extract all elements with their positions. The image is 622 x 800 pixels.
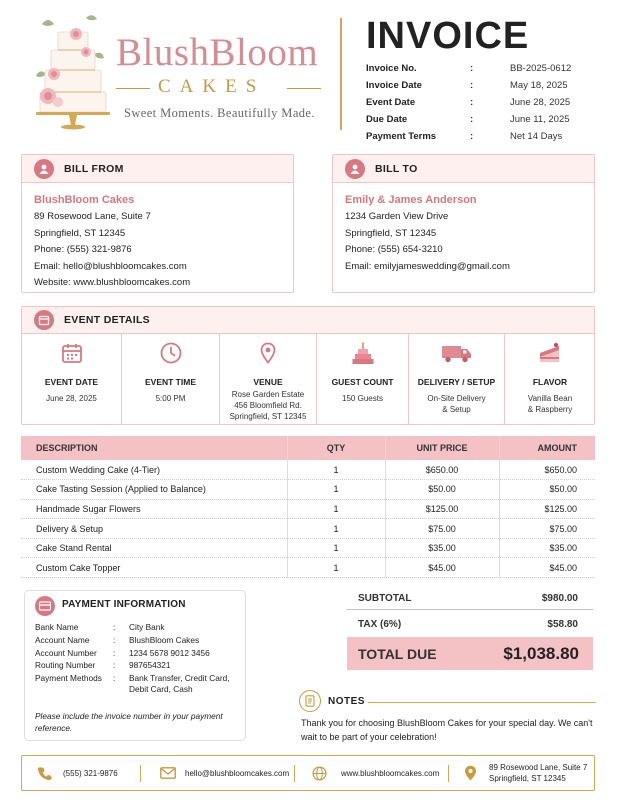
payment-row-account-number: Account Number : 1234 5678 9012 3456 bbox=[35, 648, 241, 659]
calendar-icon bbox=[60, 341, 84, 365]
bill-to-line: Email: emilyjameswedding@gmail.com bbox=[345, 260, 510, 272]
bill-from-line: Email: hello@blushbloomcakes.com bbox=[34, 260, 187, 272]
delivery-value: On-Site Delivery & Setup bbox=[427, 394, 486, 414]
event-date-label: EVENT DATE bbox=[44, 377, 99, 387]
meta-value: June 28, 2025 bbox=[510, 97, 571, 108]
line-items-table bbox=[21, 436, 595, 578]
bill-from-title: BILL FROM bbox=[64, 162, 124, 175]
table-header-row bbox=[21, 436, 595, 460]
notes-title: NOTES bbox=[328, 696, 365, 707]
bill-from-header bbox=[22, 155, 293, 183]
bill-to-line: Phone: (555) 654-3210 bbox=[345, 244, 443, 255]
payment-info-title: PAYMENT INFORMATION bbox=[62, 599, 186, 610]
table-row bbox=[21, 499, 595, 519]
bill-from-line: 89 Rosewood Lane, Suite 7 bbox=[34, 211, 151, 222]
col-qty: QTY bbox=[287, 436, 385, 460]
brand-tagline: Sweet Moments. Beautifully Made. bbox=[124, 106, 315, 120]
cake-slice-icon bbox=[537, 341, 563, 365]
bill-to-title: BILL TO bbox=[375, 162, 418, 175]
col-description: DESCRIPTION bbox=[21, 436, 287, 460]
table-row bbox=[21, 460, 595, 480]
item-description: Custom Cake Topper bbox=[21, 558, 287, 578]
brand-sub: CAKES bbox=[158, 76, 266, 97]
item-qty: 1 bbox=[287, 499, 385, 519]
person-icon bbox=[34, 159, 54, 179]
meta-label: Due Date bbox=[366, 114, 408, 125]
col-unit-price: UNIT PRICE bbox=[385, 436, 499, 460]
payment-label: Routing Number bbox=[35, 660, 96, 670]
item-unit-price: $35.00 bbox=[385, 538, 499, 558]
payment-value: City Bank bbox=[129, 622, 165, 632]
payment-row-account-name: Account Name : BlushBloom Cakes bbox=[35, 635, 241, 646]
email-icon bbox=[160, 767, 176, 779]
footer-address-text: 89 Rosewood Lane, Suite 7 Springfield, ST 12345 bbox=[489, 763, 588, 783]
payment-value: 1234 5678 9012 3456 bbox=[129, 648, 210, 658]
item-amount: $125.00 bbox=[499, 499, 595, 519]
item-description: Handmade Sugar Flowers bbox=[21, 499, 287, 519]
totals-divider bbox=[347, 609, 593, 610]
bill-to-name: Emily & James Anderson bbox=[345, 194, 477, 206]
item-amount: $50.00 bbox=[499, 480, 595, 500]
notes-icon bbox=[299, 690, 321, 712]
footer-separator bbox=[294, 765, 295, 782]
globe-icon bbox=[312, 766, 327, 781]
event-cell-time bbox=[122, 333, 220, 425]
flavor-label: FLAVOR bbox=[532, 377, 568, 387]
total-due-label: TOTAL DUE bbox=[358, 645, 437, 662]
guest-count-value: 150 Guests bbox=[342, 394, 383, 403]
venue-label: VENUE bbox=[253, 377, 283, 387]
table-row bbox=[21, 558, 595, 578]
item-qty: 1 bbox=[287, 538, 385, 558]
subtotal-row bbox=[347, 590, 593, 606]
footer-email-text: hello@blushbloomcakes.com bbox=[185, 768, 290, 778]
event-cell-venue bbox=[220, 333, 317, 425]
item-qty: 1 bbox=[287, 460, 385, 480]
bill-to-line: Springfield, ST 12345 bbox=[345, 227, 437, 239]
bill-to-line: 1234 Garden View Drive bbox=[345, 211, 449, 222]
meta-value: BB-2025-0612 bbox=[510, 63, 572, 74]
event-time-label: EVENT TIME bbox=[144, 377, 196, 387]
cake-logo-icon bbox=[34, 14, 112, 130]
table-row bbox=[21, 519, 595, 539]
tax-row bbox=[347, 616, 593, 632]
meta-value: June 11, 2025 bbox=[510, 114, 570, 125]
footer-phone bbox=[38, 756, 118, 790]
bill-from-card bbox=[21, 154, 294, 293]
payment-label: Payment Methods bbox=[35, 673, 102, 683]
table-row bbox=[21, 480, 595, 500]
item-unit-price: $75.00 bbox=[385, 519, 499, 539]
meta-value: Net 14 Days bbox=[510, 131, 563, 142]
invoice-title: INVOICE bbox=[366, 15, 530, 57]
bill-from-line: Phone: (555) 321-9876 bbox=[34, 244, 132, 255]
total-due-value: $1,038.80 bbox=[503, 643, 579, 663]
subtotal-value: $980.00 bbox=[541, 592, 578, 604]
meta-row-invoice-date: Invoice Date : May 18, 2025 bbox=[366, 80, 616, 97]
footer-phone-text: (555) 321-9876 bbox=[63, 768, 118, 778]
bill-from-name: BlushBloom Cakes bbox=[34, 194, 135, 206]
payment-row-methods: Payment Methods : Bank Transfer, Credit Card, Debit Card, Cash bbox=[35, 673, 241, 695]
meta-label: Invoice No. bbox=[366, 63, 417, 74]
meta-row-event-date: Event Date : June 28, 2025 bbox=[366, 97, 616, 114]
meta-label: Invoice Date bbox=[366, 80, 422, 91]
footer-separator bbox=[140, 765, 141, 782]
tax-value: $58.80 bbox=[547, 618, 578, 630]
footer-email bbox=[160, 756, 289, 790]
brand-sub-rule-right bbox=[287, 88, 321, 89]
footer-website-text: www.blushbloomcakes.com bbox=[341, 768, 440, 778]
payment-row-routing-number: Routing Number : 987654321 bbox=[35, 660, 241, 671]
payment-note: Please include the invoice number in your payment reference. bbox=[35, 711, 223, 733]
item-amount: $650.00 bbox=[499, 460, 595, 480]
payment-value: 987654321 bbox=[129, 660, 171, 670]
item-qty: 1 bbox=[287, 558, 385, 578]
total-due-row bbox=[347, 637, 593, 670]
meta-value: May 18, 2025 bbox=[510, 80, 568, 91]
event-date-value: June 28, 2025 bbox=[46, 394, 97, 403]
person-icon bbox=[345, 159, 365, 179]
subtotal-label: SUBTOTAL bbox=[358, 592, 412, 604]
item-unit-price: $125.00 bbox=[385, 499, 499, 519]
item-unit-price: $650.00 bbox=[385, 460, 499, 480]
cake-icon bbox=[350, 341, 376, 367]
item-unit-price: $50.00 bbox=[385, 480, 499, 500]
item-unit-price: $45.00 bbox=[385, 558, 499, 578]
table-row bbox=[21, 538, 595, 558]
meta-row-payment-terms: Payment Terms : Net 14 Days bbox=[366, 131, 616, 148]
notes-divider bbox=[368, 702, 596, 703]
event-time-value: 5:00 PM bbox=[155, 394, 186, 403]
item-description: Cake Tasting Session (Applied to Balance) bbox=[21, 480, 287, 500]
event-cell-date bbox=[22, 333, 122, 425]
footer-separator bbox=[448, 765, 449, 782]
item-description: Delivery & Setup bbox=[21, 519, 287, 539]
meta-row-invoice-no: Invoice No. : BB-2025-0612 bbox=[366, 63, 616, 80]
bill-to-card bbox=[332, 154, 595, 293]
calendar-badge-icon bbox=[34, 310, 54, 330]
item-amount: $35.00 bbox=[499, 538, 595, 558]
tax-label: TAX (6%) bbox=[358, 618, 402, 630]
footer-address bbox=[464, 756, 587, 790]
bill-from-line: Website: www.blushbloomcakes.com bbox=[34, 277, 191, 288]
item-amount: $45.00 bbox=[499, 558, 595, 578]
brand-name: BlushBloom bbox=[116, 31, 319, 74]
notes-text: Thank you for choosing BlushBloom Cakes for your special day. We can't wait to be part of your celebration! bbox=[301, 718, 593, 742]
payment-label: Account Name bbox=[35, 635, 90, 645]
event-details-card bbox=[21, 306, 595, 425]
flavor-value: Vanilla Bean & Raspberry bbox=[527, 394, 573, 414]
item-amount: $75.00 bbox=[499, 519, 595, 539]
item-qty: 1 bbox=[287, 480, 385, 500]
event-cell-flavor bbox=[505, 333, 595, 425]
meta-label: Event Date bbox=[366, 97, 416, 108]
item-description: Cake Stand Rental bbox=[21, 538, 287, 558]
footer-website bbox=[312, 756, 439, 790]
payment-value: Bank Transfer, Credit Card, Debit Card, Cash bbox=[129, 673, 230, 694]
phone-icon bbox=[38, 766, 53, 781]
item-qty: 1 bbox=[287, 519, 385, 539]
footer-contact-bar bbox=[21, 755, 595, 791]
bill-from-line: Springfield, ST 12345 bbox=[34, 227, 126, 239]
location-pin-icon bbox=[256, 341, 280, 365]
delivery-label: DELIVERY / SETUP bbox=[417, 377, 496, 387]
location-pin-icon bbox=[464, 765, 477, 781]
truck-icon bbox=[441, 341, 473, 365]
event-cell-delivery bbox=[409, 333, 505, 425]
header-divider bbox=[340, 18, 342, 130]
clock-icon bbox=[159, 341, 183, 365]
event-cell-guests bbox=[317, 333, 409, 425]
meta-row-due-date: Due Date : June 11, 2025 bbox=[366, 114, 616, 131]
event-details-title: EVENT DETAILS bbox=[64, 314, 150, 326]
meta-label: Payment Terms bbox=[366, 131, 437, 142]
brand-sub-rule-left bbox=[116, 88, 150, 89]
bill-to-header bbox=[333, 155, 594, 183]
item-description: Custom Wedding Cake (4-Tier) bbox=[21, 460, 287, 480]
col-amount: AMOUNT bbox=[499, 436, 595, 460]
venue-value: Rose Garden Estate 456 Bloomfield Rd. Springfield, ST 12345 bbox=[229, 390, 307, 421]
payment-label: Bank Name bbox=[35, 622, 79, 632]
payment-value: BlushBloom Cakes bbox=[129, 635, 200, 645]
credit-card-icon bbox=[35, 596, 55, 616]
guest-count-label: GUEST COUNT bbox=[331, 377, 394, 387]
event-details-header bbox=[22, 307, 594, 334]
payment-label: Account Number bbox=[35, 648, 97, 658]
payment-row-bank-name: Bank Name : City Bank bbox=[35, 622, 241, 633]
